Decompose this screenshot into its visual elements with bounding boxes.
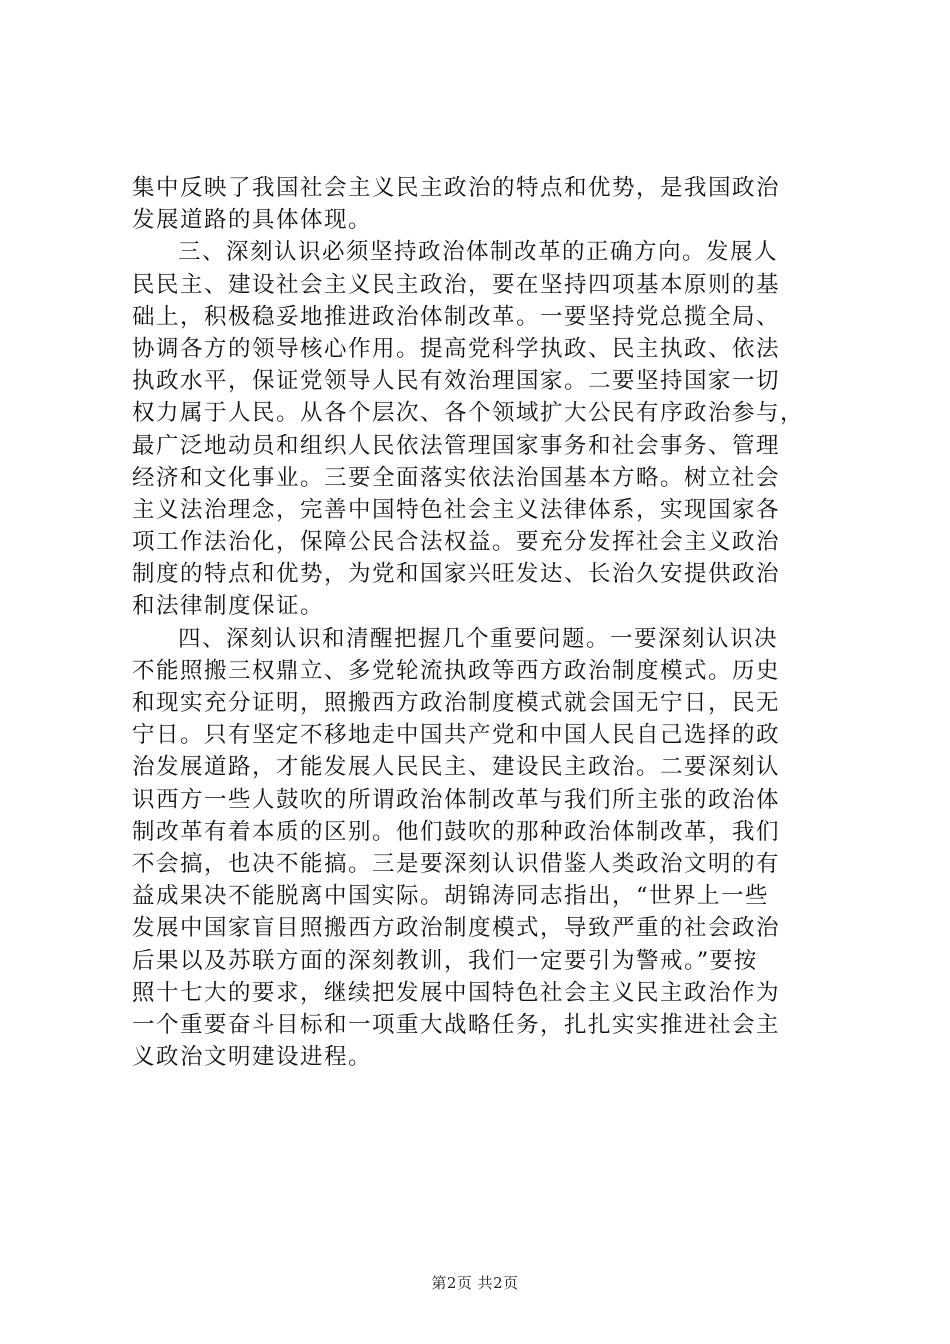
text-line: 不能照搬三权鼎立、多党轮流执政等西方政治制度模式。历史 xyxy=(132,657,781,684)
text-line: 础上，积极稳妥地推进政治体制改革。一要坚持党总揽全局、 xyxy=(132,303,781,330)
text-line: 和现实充分证明，照搬西方政治制度模式就会国无宁日，民无 xyxy=(132,690,781,716)
text-line: 制度的特点和优势，为党和国家兴旺发达、长治久安提供政治 xyxy=(132,561,781,588)
text-line: 益成果决不能脱离中国实际。胡锦涛同志指出，“世界上一些 xyxy=(132,883,770,910)
paragraph-start-line: 三、深刻认识必须坚持政治体制改革的正确方向。发展人 xyxy=(178,239,779,266)
text-line: 识西方一些人鼓吹的所谓政治体制改革与我们所主张的政治体 xyxy=(132,786,781,813)
text-line: 制改革有着本质的区别。他们鼓吹的那种政治体制改革，我们 xyxy=(132,818,781,845)
text-line: 最广泛地动员和组织人民依法管理国家事务和社会事务、管理 xyxy=(132,432,781,459)
text-line: 发展中国家盲目照搬西方政治制度模式，导致严重的社会政治 xyxy=(132,915,781,942)
text-line: 权力属于人民。从各个层次、各个领域扩大公民有序政治参与， xyxy=(132,400,805,427)
page-number-footer: 第2页 共2页 xyxy=(431,1274,519,1292)
text-line: 后果以及苏联方面的深刻教训，我们一定要引为警戒。”要按 xyxy=(132,947,758,974)
text-line: 和法律制度保证。 xyxy=(132,593,325,620)
text-line: 义政治文明建设进程。 xyxy=(132,1044,373,1071)
text-line: 执政水平，保证党领导人民有效治理国家。二要坚持国家一切 xyxy=(132,368,781,395)
text-line: 照十七大的要求，继续把发展中国特色社会主义民主政治作为 xyxy=(132,979,781,1006)
text-line: 不会搞，也决不能搞。三是要深刻认识借鉴人类政治文明的有 xyxy=(132,850,781,877)
paragraph-start-line: 四、深刻认识和清醒把握几个重要问题。一要深刻认识决 xyxy=(178,625,779,652)
text-line: 经济和文化事业。三要全面落实依法治国基本方略。树立社会 xyxy=(132,464,781,491)
text-line: 一个重要奋斗目标和一项重大战略任务，扎扎实实推进社会主 xyxy=(132,1011,781,1038)
text-line: 治发展道路，才能发展人民民主、建设民主政治。二要深刻认 xyxy=(132,754,781,781)
text-line: 宁日。只有坚定不移地走中国共产党和中国人民自己选择的政 xyxy=(132,722,781,749)
text-line: 主义法治理念，完善中国特色社会主义法律体系，实现国家各 xyxy=(132,496,781,523)
text-line: 发展道路的具体体现。 xyxy=(132,207,373,234)
document-body xyxy=(132,172,858,1073)
text-line: 协调各方的领导核心作用。提高党科学执政、民主执政、依法 xyxy=(132,335,781,362)
text-line: 项工作法治化，保障公民合法权益。要充分发挥社会主义政治 xyxy=(132,529,781,556)
text-line: 集中反映了我国社会主义民主政治的特点和优势，是我国政治 xyxy=(132,175,781,201)
text-line: 民民主、建设社会主义民主政治，要在坚持四项基本原则的基 xyxy=(132,271,781,298)
